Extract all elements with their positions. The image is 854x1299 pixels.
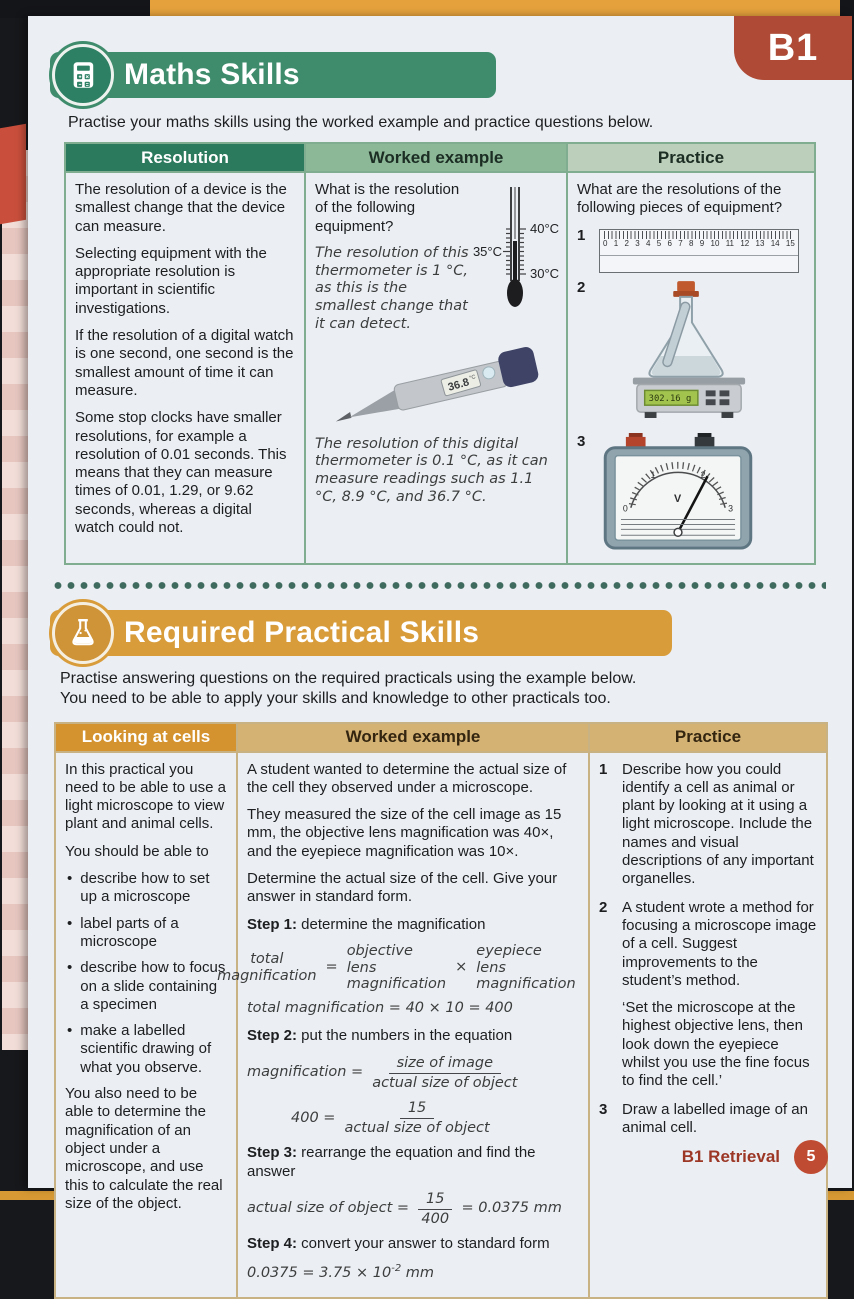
fraction-numerator: 15 <box>400 1099 434 1119</box>
fraction-denominator: 400 <box>421 1211 450 1228</box>
practice-question-1 <box>599 761 817 889</box>
worked-answer-thermometer: The resolution of this thermometer is 1 °C, as this is the smallest change that it can detect. <box>315 244 469 332</box>
digital-thermometer-image <box>315 342 557 431</box>
thermometer-label-40: 40°C <box>530 221 560 236</box>
page-edge-decoration <box>2 150 28 1050</box>
paragraph: The resolution of a device is the smallest change that the device can measure. <box>75 181 287 235</box>
eq-term: 0.0375 = 3.75 × 10 <box>247 1264 392 1281</box>
page-edge-decoration <box>0 124 26 225</box>
voltmeter-scale-0: 0 <box>622 503 628 514</box>
practice-column <box>568 171 814 563</box>
question-body: A student wrote a method for focusing a microscope image of a cell. Suggest improvements to the student’s method. <box>622 898 817 989</box>
step-label: Step 2: <box>247 1026 298 1044</box>
practice-column <box>590 751 826 1298</box>
page-content <box>28 52 852 1299</box>
page-number-badge: 5 <box>794 1140 828 1174</box>
column-header-practice: Practice <box>590 724 826 751</box>
maths-skills-banner <box>50 52 496 98</box>
paragraph: In this practical you need to be able to use a light microscope to view plant and animal cells. <box>65 760 226 833</box>
bullet-marker: • <box>67 914 73 932</box>
eq-lhs: 400 = <box>291 1109 336 1126</box>
practice-question-3 <box>599 1101 817 1138</box>
unit-badge: B1 <box>734 16 852 80</box>
column-header-looking-at-cells: Looking at cells <box>56 724 238 751</box>
practice-question-2 <box>599 899 817 1091</box>
ruler-number: 0 <box>603 238 608 248</box>
question-text <box>622 899 817 1091</box>
bullet-item <box>67 1022 227 1077</box>
balance-reading: 302.16 g <box>648 393 692 404</box>
eq-term: magnification <box>476 976 576 993</box>
step-text: rearrange the equation and find the answer <box>247 1144 536 1180</box>
ruler-number: 13 <box>755 238 765 248</box>
ruler-number: 3 <box>635 238 640 248</box>
column-header-resolution: Resolution <box>66 144 306 171</box>
fraction-denominator: actual size of object <box>372 1075 518 1092</box>
eq-unit: mm <box>401 1264 435 1281</box>
voltmeter-image <box>599 433 757 551</box>
voltmeter-unit: V <box>674 492 682 505</box>
equation-total-result: total magnification = 40 × 10 = 400 <box>247 999 513 1016</box>
ruler-number: 8 <box>689 238 694 248</box>
fraction-numerator: size of image <box>389 1054 501 1074</box>
worked-answer-digital: The resolution of this digital thermometer is 0.1 °C, as it can measure readings such as 1.1 °C, 8.9 °C, and 36.7 °C. <box>315 435 548 505</box>
worked-question: What is the resolution of the following equipment? <box>315 181 460 235</box>
thermometer-label-35: 35°C <box>473 244 502 259</box>
student-method-quote: ‘Set the microscope at the highest objective lens, then look down the eyepiece whilst you use the fine focus to find the cell.’ <box>622 999 810 1090</box>
practice-question: What are the resolutions of the following pieces of equipment? <box>577 181 783 217</box>
maths-intro-text: Practise your maths skills using the worked example and practice questions below. <box>68 114 654 131</box>
eq-term: eyepiece lens <box>476 942 542 976</box>
paragraph: You also need to be able to determine the magnification of an object under a microscope, and use this to calculate the real size of the object. <box>65 1085 223 1212</box>
item-number: 3 <box>577 432 586 450</box>
bullet-list <box>65 870 227 1077</box>
paragraph: Some stop clocks have smaller resolutions, for example a resolution of 0.01 seconds. This means that they can measure times of 0.01, 1.29, or 9.62 seconds, whereas a digital watch could not. <box>75 409 287 537</box>
bullet-text: label parts of a microscope <box>80 914 179 950</box>
paragraph: Determine the actual size of the cell. Give your answer in standard form. <box>247 870 558 906</box>
practice-item-voltmeter <box>577 433 805 551</box>
step-text: determine the magnification <box>297 915 486 933</box>
eq-rhs: = 0.0375 mm <box>461 1200 562 1217</box>
paragraph: Selecting equipment with the appropriate resolution is important in scientific investigations. <box>75 244 267 317</box>
thermometer-image <box>473 183 561 320</box>
ruler-number: 11 <box>725 238 735 248</box>
bullet-item <box>67 870 227 907</box>
bullet-marker: • <box>67 959 73 977</box>
eq-term: total <box>250 951 284 968</box>
eq-term: magnification <box>217 967 317 984</box>
ruler-number: 9 <box>699 238 705 248</box>
question-text: Draw a labelled image of an animal cell. <box>622 1100 808 1136</box>
step-1-heading <box>247 916 579 934</box>
voltmeter-scale-2: 2 <box>700 469 706 480</box>
paragraph: A student wanted to determine the actual size of the cell they observed under a microscope. <box>247 760 567 796</box>
step-text: convert your answer to standard form <box>297 1235 550 1253</box>
practice-item-ruler <box>577 227 805 273</box>
bullet-item <box>67 915 227 952</box>
ruler-numbers <box>600 239 798 249</box>
dotted-divider <box>54 581 826 590</box>
equation-total-magnification <box>217 942 576 993</box>
column-header-worked-example: Worked example <box>238 724 590 751</box>
eq-term: magnification <box>346 976 447 993</box>
bullet-item <box>67 959 227 1014</box>
fraction-numerator: 15 <box>418 1190 452 1210</box>
step-label: Step 4: <box>247 1235 298 1253</box>
practical-intro-line2: You need to be able to apply your skills and knowledge to other practicals too. <box>60 689 611 707</box>
section-title: Maths Skills <box>124 58 300 91</box>
digital-reading-unit: °C <box>468 374 476 382</box>
maths-skills-table <box>64 142 816 565</box>
page-footer <box>682 1140 828 1174</box>
ruler-number: 6 <box>667 238 672 248</box>
ruler-number: 10 <box>710 238 720 248</box>
bullet-text: describe how to set up a microscope <box>80 870 210 906</box>
eq-term: objective lens <box>346 942 413 976</box>
eq-lhs: actual size of object = <box>247 1200 410 1217</box>
footer-section-label: B1 Retrieval <box>681 1147 780 1166</box>
ruler-line <box>600 255 798 256</box>
looking-at-cells-column <box>56 751 238 1298</box>
step-label: Step 3: <box>247 1144 298 1162</box>
equation-400-fraction <box>291 1099 579 1137</box>
question-number: 1 <box>599 760 608 778</box>
fraction-denominator: actual size of object <box>344 1120 490 1137</box>
times-sign: × <box>455 959 468 976</box>
section-title: Required Practical Skills <box>124 615 480 649</box>
ruler-image <box>599 229 799 273</box>
column-header-practice: Practice <box>568 144 814 171</box>
step-3-heading <box>247 1144 579 1181</box>
step-4-heading <box>247 1235 579 1253</box>
bullet-marker: • <box>67 1022 73 1040</box>
digital-reading: 36.8 <box>446 376 471 395</box>
ruler-number: 15 <box>785 238 795 248</box>
ruler-number: 5 <box>656 238 662 248</box>
ruler-number: 12 <box>740 238 750 248</box>
item-number: 2 <box>577 278 586 296</box>
equation-standard-form <box>247 1263 579 1283</box>
question-number: 2 <box>599 898 608 916</box>
required-practical-table <box>54 722 828 1299</box>
thermometer-label-30: 30°C <box>530 266 560 281</box>
equation-actual-size <box>247 1190 579 1228</box>
practical-intro-line1: Practise answering questions on the required practicals using the example below. <box>60 669 637 687</box>
ruler-number: 4 <box>646 238 651 248</box>
voltmeter-scale-3: 3 <box>728 503 734 514</box>
question-text: Describe how you could identify a cell as animal or plant by looking at it using a light microscope. Include the names and visual descriptions of any important organelles. <box>622 760 814 888</box>
ruler-number: 7 <box>678 238 683 248</box>
ruler-number: 1 <box>613 238 619 248</box>
required-practical-skills-banner <box>50 610 672 656</box>
voltmeter-scale-1: 1 <box>650 469 656 480</box>
paragraph: They measured the size of the cell image as 15 mm, the objective lens magnification was 40×, and the eyepiece magnification was 10×. <box>247 806 562 860</box>
ruler-number: 2 <box>624 238 629 248</box>
paragraph: If the resolution of a digital watch is one second, one second is the smallest amount of time it can measure. <box>75 327 294 399</box>
flask-icon <box>52 602 114 664</box>
bullet-text: describe how to focus on a slide containing a specimen <box>80 959 226 1013</box>
practice-item-balance <box>577 279 805 427</box>
ruler-ticks <box>604 231 794 239</box>
resolution-column <box>66 171 306 563</box>
step-label: Step 1: <box>247 915 298 933</box>
worked-example-column <box>217 751 590 1298</box>
eq-lhs: magnification = <box>247 1064 364 1081</box>
question-number: 3 <box>599 1100 608 1118</box>
equals-sign: = <box>325 959 338 976</box>
step-2-heading <box>247 1027 579 1045</box>
equation-magnification-fraction <box>247 1054 579 1092</box>
column-header-worked-example: Worked example <box>306 144 568 171</box>
bullet-text: make a labelled scientific drawing of what you observe. <box>80 1022 212 1076</box>
ruler-number: 14 <box>770 238 780 248</box>
worked-example-column <box>306 171 568 563</box>
bullet-marker: • <box>67 870 73 888</box>
paragraph: You should be able to <box>65 842 209 860</box>
calculator-icon <box>52 44 114 106</box>
exponent: -2 <box>391 1262 402 1274</box>
item-number: 1 <box>577 226 586 244</box>
flask-on-balance-image <box>625 279 753 427</box>
step-text: put the numbers in the equation <box>297 1026 513 1044</box>
